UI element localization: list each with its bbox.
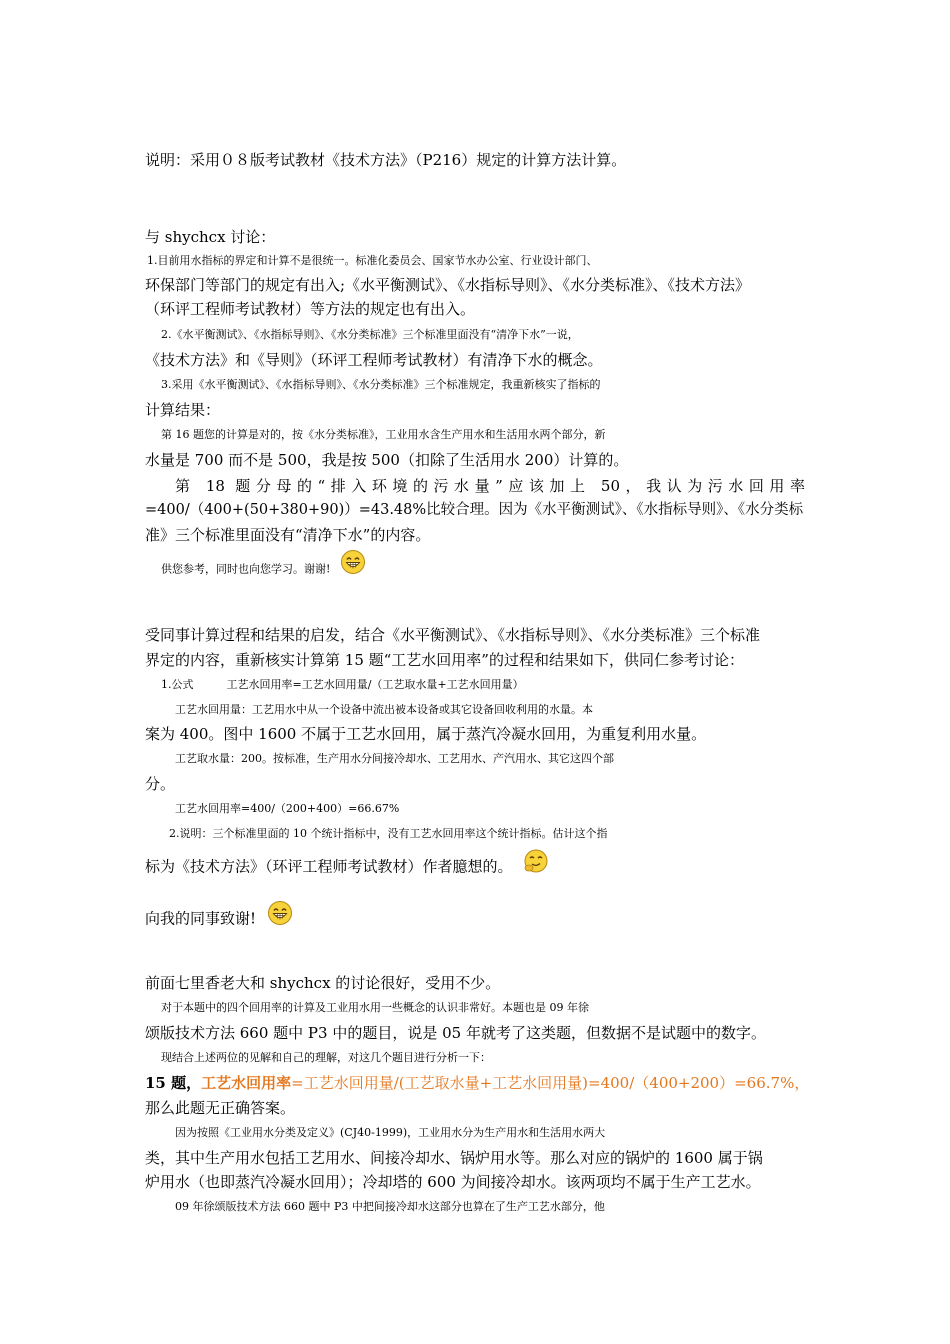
thanks-line — [145, 904, 825, 926]
discussion3-line: 对于本题中的四个回用率的计算及工业用水用一些概念的认识非常好。本题也是 09 年徐 — [161, 1001, 589, 1014]
discussion2-line: 分。 — [145, 775, 176, 793]
discussion1-line: 水量是 700 而不是 500，我是按 500（扣除了生活用水 200）计算的。 — [145, 451, 629, 469]
discussion1-line: 第 18 题分母的“排入环境的污水量”应该加上 50，我认为污水回用率 — [175, 477, 805, 495]
discussion1-line: 1.目前用水指标的界定和计算不是很统一。标准化委员会、国家节水办公室、行业设计部门、 — [147, 254, 598, 267]
thinking-emoji-icon — [523, 848, 549, 879]
discussion1-line: （环评工程师考试教材）等方法的规定也有出入。 — [145, 300, 476, 318]
q15-line — [145, 1073, 825, 1095]
discussion1-line: 3.采用《水平衡测试》、《水指标导则》、《水分类标准》三个标准规定，我重新核实了指标的 — [161, 378, 601, 391]
discussion1-line: 计算结果： — [145, 401, 221, 419]
discussion3-line: 09 年徐颂版技术方法 660 题中 P3 中把间接冷却水这部分也算在了生产工艺水部分，他 — [175, 1200, 605, 1213]
discussion1-closing — [161, 553, 841, 575]
discussion1-line: 第 16 题您的计算是对的，按《水分类标准》，工业用水含生产用水和生活用水两个部分，新 — [161, 428, 606, 441]
discussion3-line: 类，其中生产用水包括工艺用水、间接冷却水、锅炉用水等。那么对应的锅炉的 1600 属于锅 — [145, 1149, 763, 1167]
discussion3-line: 颂版技术方法 660 题中 P3 中的题目，说是 05 年就考了这类题，但数据不是试题中的数字。 — [145, 1024, 766, 1042]
thanks-text: 向我的同事致谢! — [145, 909, 257, 928]
discussion1-line: 《技术方法》和《导则》（环评工程师考试教材）有清净下水的概念。 — [145, 351, 603, 369]
discussion1-closing-text: 供您参考，同时也向您学习。谢谢! — [161, 562, 331, 576]
grin-emoji-icon — [267, 900, 293, 931]
result-line: 工艺水回用率=400/（200+400）=66.67% — [175, 802, 400, 815]
note-line: 说明：采用０８版考试教材《技术方法》（P216）规定的计算方法计算。 — [145, 151, 627, 169]
discussion1-line: =400/（400+(50+380+90)）=43.48%比较合理。因为《水平衡测试》、《水指标导则》、《水分类标 — [145, 502, 804, 518]
discussion1-line: 准》三个标准里面没有“清净下水”的内容。 — [145, 526, 431, 544]
discussion2-line: 案为 400。图中 1600 不属于工艺水回用，属于蒸汽冷凝水回用，为重复利用水量。 — [145, 725, 707, 743]
discussion2-line: 受同事计算过程和结果的启发，结合《水平衡测试》、《水指标导则》、《水分类标准》三个标准 — [145, 626, 761, 644]
q15-number: 15 题， — [145, 1074, 202, 1092]
discussion1-line: 2.《水平衡测试》、《水指标导则》、《水分类标准》三个标准里面没有“清净下水”一说， — [161, 328, 579, 341]
discussion3-line: 那么此题无正确答案。 — [145, 1099, 296, 1117]
discussion3-line: 前面七里香老大和 shychcx 的讨论很好，受用不少。 — [145, 974, 501, 992]
discussion2-line-text: 标为《技术方法》（环评工程师考试教材）作者臆想的。 — [145, 857, 513, 876]
discussion2-line: 2.说明：三个标准里面的 10 个统计指标中，没有工艺水回用率这个统计指标。估计这个指 — [169, 827, 608, 840]
discussion2-line: 工艺水回用量：工艺用水中从一个设备中流出被本设备或其它设备回收利用的水量。本 — [175, 703, 593, 716]
discussion3-line: 因为按照《工业用水分类及定义》(CJ40-1999)，工业用水分为生产用水和生活用水两大 — [175, 1126, 606, 1139]
discussion2-line-with-icon — [145, 852, 825, 874]
discussion2-line: 工艺取水量：200。按标准，生产用水分间接冷却水、工艺用水、产汽用水、其它这四个部 — [175, 752, 614, 765]
q15-term: 工艺水回用率 — [201, 1074, 292, 1092]
discussion1-line: 环保部门等部门的规定有出入;《水平衡测试》、《水指标导则》、《水分类标准》、《技术方法》 — [145, 276, 751, 294]
grin-emoji-icon — [340, 549, 366, 582]
discussion3-line: 炉用水（也即蒸汽冷凝水回用）；冷却塔的 600 为间接冷却水。该两项均不属于生产工艺水。 — [145, 1173, 761, 1191]
discussion1-heading: 与 shychcx 讨论： — [145, 228, 276, 246]
discussion3-line: 现结合上述两位的见解和自己的理解，对这几个题目进行分析一下： — [161, 1051, 491, 1064]
formula-line: 1.公式 工艺水回用率=工艺水回用量/（工艺取水量+工艺水回用量） — [161, 678, 524, 691]
q15-formula: =工艺水回用量/(工艺取水量+工艺水回用量)=400/（400+200）=66.7%， — [291, 1074, 810, 1092]
discussion2-line: 界定的内容，重新核实计算第 15 题“工艺水回用率”的过程和结果如下，供同仁参考讨论： — [145, 651, 744, 669]
